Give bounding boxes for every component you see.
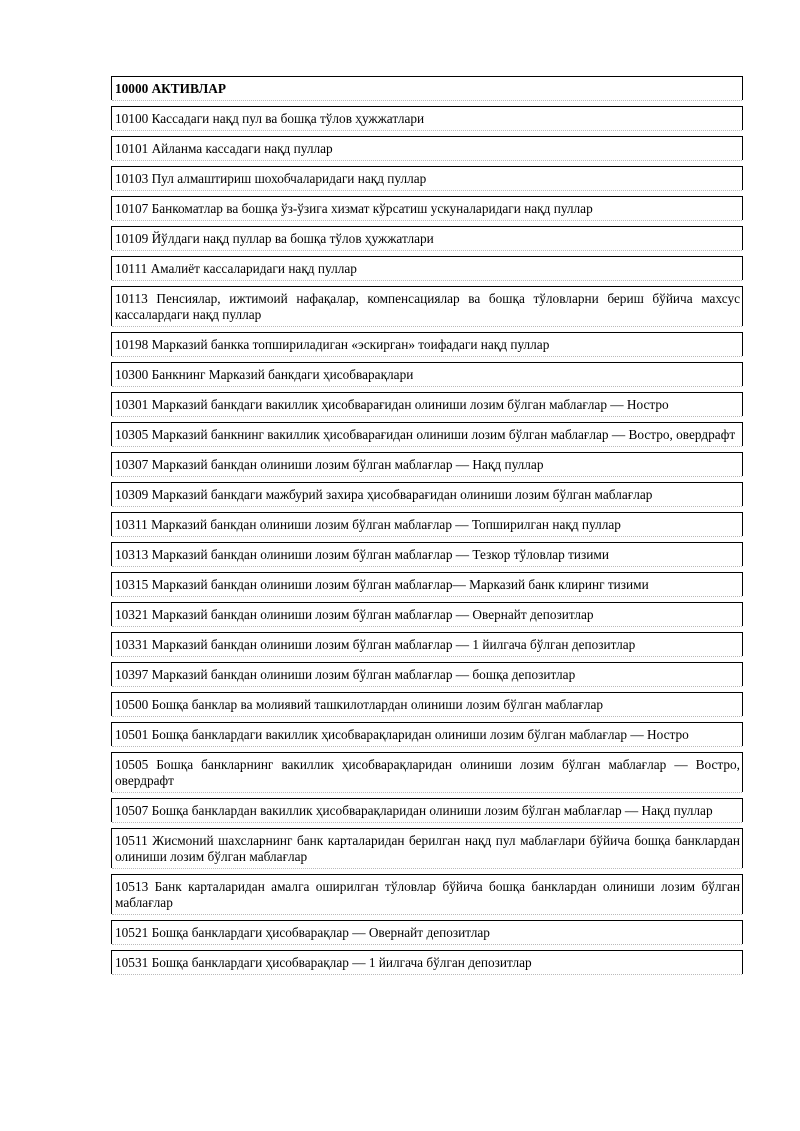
account-row: 10521 Бошқа банклардаги ҳисобварақлар — Овернайт депозитлар <box>111 920 743 944</box>
account-row: 10511 Жисмоний шахсларнинг банк карталаридан берилган нақд пул маблағлари бўйича бошқа банклардан олиниши лозим бўлган маблағлар <box>111 828 743 868</box>
account-row: 10305 Марказий банкнинг вакиллик ҳисобварағидан олиниши лозим бўлган маблағлар — Востро, овердрафт <box>111 422 743 446</box>
section-heading: 10000 АКТИВЛАР <box>111 76 743 100</box>
account-row: 10111 Амалиёт кассаларидаги нақд пуллар <box>111 256 743 280</box>
account-row: 10103 Пул алмаштириш шохобчаларидаги нақд пуллар <box>111 166 743 190</box>
account-row: 10300 Банкнинг Марказий банкдаги ҳисобварақлари <box>111 362 743 386</box>
account-row: 10311 Марказий банкдан олиниши лозим бўлган маблағлар — Топширилган нақд пуллар <box>111 512 743 536</box>
account-row: 10505 Бошқа банкларнинг вакиллик ҳисобварақларидан олиниши лозим бўлган маблағлар — Востро, овердрафт <box>111 752 743 792</box>
account-row: 10113 Пенсиялар, ижтимоий нафақалар, компенсациялар ва бошқа тўловларни бериш бўйича махсус кассалардаги нақд пуллар <box>111 286 743 326</box>
account-row: 10100 Кассадаги нақд пул ва бошқа тўлов ҳужжатлари <box>111 106 743 130</box>
account-row: 10321 Марказий банкдан олиниши лозим бўлган маблағлар — Овернайт депозитлар <box>111 602 743 626</box>
account-row: 10109 Йўлдаги нақд пуллар ва бошқа тўлов ҳужжатлари <box>111 226 743 250</box>
account-row: 10331 Марказий банкдан олиниши лозим бўлган маблағлар — 1 йилгача бўлган депозитлар <box>111 632 743 656</box>
account-row: 10313 Марказий банкдан олиниши лозим бўлган маблағлар — Тезкор тўловлар тизими <box>111 542 743 566</box>
accounts-list <box>111 76 743 974</box>
account-row: 10101 Айланма кассадаги нақд пуллар <box>111 136 743 160</box>
account-row: 10531 Бошқа банклардаги ҳисобварақлар — 1 йилгача бўлган депозитлар <box>111 950 743 974</box>
account-row: 10500 Бошқа банклар ва молиявий ташкилотлардан олиниши лозим бўлган маблағлар <box>111 692 743 716</box>
account-row: 10107 Банкоматлар ва бошқа ўз-ўзига хизмат кўрсатиш ускуналаридаги нақд пуллар <box>111 196 743 220</box>
account-row: 10397 Марказий банкдан олиниши лозим бўлган маблағлар — бошқа депозитлар <box>111 662 743 686</box>
account-row: 10307 Марказий банкдан олиниши лозим бўлган маблағлар — Нақд пуллар <box>111 452 743 476</box>
account-row: 10501 Бошқа банклардаги вакиллик ҳисобварақларидан олиниши лозим бўлган маблағлар — Ностро <box>111 722 743 746</box>
account-row: 10198 Марказий банкка топшириладиган «эскирган» тоифадаги нақд пуллар <box>111 332 743 356</box>
account-row: 10507 Бошқа банклардан вакиллик ҳисобварақларидан олиниши лозим бўлган маблағлар — Нақд пуллар <box>111 798 743 822</box>
account-row: 10309 Марказий банкдаги мажбурий захира ҳисобварағидан олиниши лозим бўлган маблағлар <box>111 482 743 506</box>
account-row: 10513 Банк карталаридан амалга оширилган тўловлар бўйича бошқа банклардан олиниши лозим бўлган маблағлар <box>111 874 743 914</box>
account-row: 10315 Марказий банкдан олиниши лозим бўлган маблағлар— Марказий банк клиринг тизими <box>111 572 743 596</box>
account-row: 10301 Марказий банкдаги вакиллик ҳисобварағидан олиниши лозим бўлган маблағлар — Ностро <box>111 392 743 416</box>
